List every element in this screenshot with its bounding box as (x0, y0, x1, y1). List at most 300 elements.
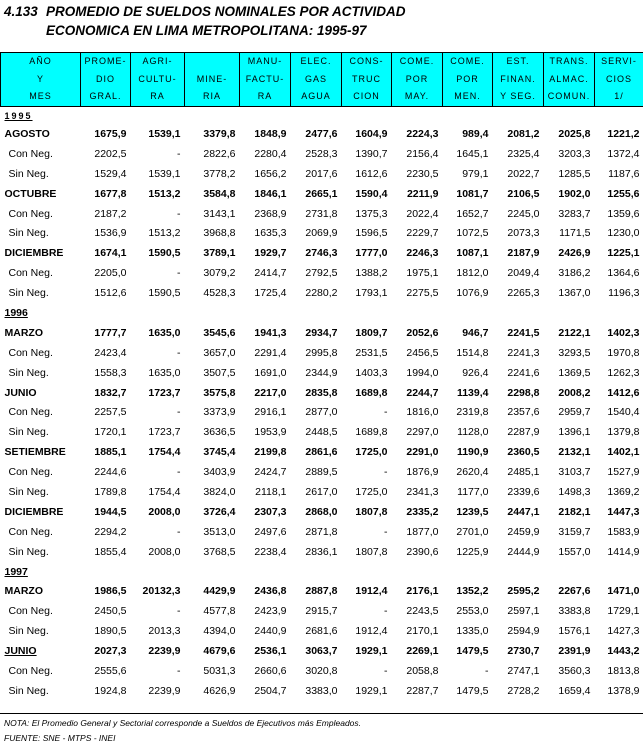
table-cell: 1196,3 (608, 287, 640, 300)
table-cell: 20132,3 (142, 585, 181, 598)
table-cell: 1596,5 (355, 227, 388, 240)
table-cell: 2916,1 (254, 406, 287, 419)
table-cell: 1720,1 (94, 426, 127, 439)
table-cell: 2022,4 (406, 207, 439, 220)
table-cell: 4626,9 (203, 684, 236, 697)
table-cell: 1723,7 (148, 426, 181, 439)
table-cell: 1725,4 (254, 287, 287, 300)
column-header (392, 53, 443, 107)
table-cell: 2073,3 (507, 227, 540, 240)
table-cell: 2205,0 (94, 267, 127, 280)
table-cell: 2423,9 (254, 605, 287, 618)
table-cell: 2241,5 (507, 326, 540, 339)
table-cell: 2728,2 (507, 684, 540, 697)
sub-row (1, 402, 643, 422)
table-cell: 2199,8 (254, 446, 287, 459)
column-header-line: TRANS. (549, 56, 589, 67)
table-cell: 2122,1 (558, 326, 591, 339)
sub-row (1, 422, 643, 442)
column-header (544, 53, 595, 107)
table-cell: 2447,1 (507, 505, 540, 518)
table-cell: 1789,8 (94, 485, 127, 498)
table-cell: 1221,2 (607, 127, 640, 140)
table-cell: 1388,2 (355, 267, 388, 280)
table-cell: 2187,9 (507, 247, 540, 260)
table-cell: 1539,1 (148, 127, 181, 140)
table-cell: 2531,5 (355, 346, 388, 359)
table-cell: 2861,6 (305, 446, 338, 459)
column-header-line: DIO (95, 73, 115, 84)
row-label: Sin Neg. (8, 287, 49, 300)
column-header-line: RIA (202, 91, 221, 102)
sub-row (1, 661, 643, 681)
table-cell: 2360,5 (507, 446, 540, 459)
table-cell: 4394,0 (203, 625, 236, 638)
sub-row (1, 223, 643, 243)
table-cell: 1447,3 (607, 505, 640, 518)
column-header-line: MINE- (196, 73, 228, 84)
table-cell: - (384, 605, 388, 618)
table-cell: 2528,3 (305, 147, 338, 160)
table-cell: 1677,8 (94, 187, 127, 200)
table-cell: 3383,0 (305, 684, 338, 697)
table-cell: 1994,0 (406, 366, 439, 379)
table-cell: 1604,9 (355, 127, 388, 140)
table-cell: 3063,7 (305, 645, 338, 658)
column-header-line: CIOS (605, 73, 632, 84)
table-cell: 2730,7 (507, 645, 540, 658)
column-header-line: COMUN. (547, 91, 591, 102)
table-cell: 2187,2 (94, 207, 127, 220)
column-header-line: TRUC (352, 73, 381, 84)
column-header-line: EST. (506, 56, 530, 67)
table-cell: 1689,8 (355, 426, 388, 439)
row-label: JUNIO (4, 645, 37, 658)
row-label: Sin Neg. (8, 684, 49, 697)
table-cell: 1807,8 (355, 505, 388, 518)
table-cell: 2224,3 (406, 127, 439, 140)
table-cell: 1402,1 (607, 446, 640, 459)
footnote: NOTA: El Promedio General y Sectorial corresponde a Sueldos de Ejecutivos más Empleados. (4, 718, 362, 728)
sub-row (1, 681, 643, 701)
table-cell: 3789,1 (203, 247, 236, 260)
table-cell: 2182,1 (558, 505, 591, 518)
sub-row (1, 522, 643, 542)
table-cell: - (177, 605, 181, 618)
table-cell: 5031,3 (203, 664, 236, 677)
table-body (1, 107, 643, 701)
table-cell: 1177,0 (457, 485, 489, 498)
month-row (1, 184, 643, 204)
table-cell: - (177, 525, 181, 538)
table-cell: 3636,5 (203, 426, 236, 439)
table-cell: 1674,1 (94, 247, 127, 260)
table-cell: 1848,9 (254, 127, 287, 140)
table-cell: 3745,4 (203, 446, 236, 459)
table-cell: 2008,2 (558, 386, 591, 399)
table-cell: 2280,2 (305, 287, 338, 300)
table-cell: 2792,5 (305, 267, 338, 280)
table-cell: 2444,9 (507, 545, 540, 558)
row-label: Con Neg. (8, 525, 53, 538)
year-label: 1996 (4, 306, 28, 319)
header-row (1, 53, 643, 107)
table-cell: 1285,5 (558, 167, 591, 180)
column-header-line: FINAN. (500, 73, 536, 84)
table-cell: 1375,3 (355, 207, 388, 220)
table-cell: 1471,0 (607, 585, 640, 598)
table-cell: 1443,2 (607, 645, 640, 658)
sub-row (1, 462, 643, 482)
table-cell: 2835,8 (305, 386, 338, 399)
column-header (291, 53, 342, 107)
column-header (443, 53, 493, 107)
table-cell: 2423,4 (94, 346, 127, 359)
table-cell: 1953,9 (254, 426, 287, 439)
table-cell: 1689,8 (355, 386, 388, 399)
table-cell: - (177, 406, 181, 419)
table-cell: 2344,9 (305, 366, 338, 379)
table-cell: 1529,4 (94, 167, 127, 180)
table-cell: 1929,1 (355, 645, 388, 658)
column-header-line: COME. (450, 56, 485, 67)
row-label: Con Neg. (8, 207, 53, 220)
table-cell: 926,4 (462, 366, 489, 379)
table-cell: 1902,0 (558, 187, 591, 200)
row-label: Con Neg. (8, 346, 53, 359)
table-cell: 2049,4 (507, 267, 540, 280)
table-cell: 1402,3 (607, 326, 640, 339)
table-cell: 1754,4 (148, 446, 181, 459)
row-label: Sin Neg. (8, 485, 49, 498)
table-cell: 2959,7 (558, 406, 591, 419)
table-cell: 1076,9 (456, 287, 489, 300)
table-cell: 2836,1 (305, 545, 338, 558)
table-cell: 1427,3 (607, 625, 640, 638)
table-cell: 3726,4 (203, 505, 236, 518)
table-cell: - (177, 207, 181, 220)
table-cell: 2390,6 (406, 545, 439, 558)
table-cell: 2597,1 (507, 605, 540, 618)
column-header-line: Y (36, 73, 44, 84)
table-cell: 3103,7 (558, 466, 591, 479)
sub-row (1, 542, 643, 562)
table-cell: 1262,3 (607, 366, 640, 379)
table-cell: 1230,0 (607, 227, 640, 240)
column-header (342, 53, 392, 107)
table-cell: 1087,1 (456, 247, 489, 260)
table-cell: 3293,5 (558, 346, 591, 359)
table-cell: 1479,5 (456, 645, 489, 658)
table-cell: 4528,3 (203, 287, 236, 300)
table-cell: 2156,4 (406, 147, 439, 160)
column-header (185, 53, 240, 107)
table-cell: 1369,5 (558, 366, 591, 379)
table-cell: 3373,9 (203, 406, 236, 419)
footer-rule (0, 713, 643, 714)
table-cell: 3513,0 (203, 525, 236, 538)
table-cell: 1924,8 (94, 684, 127, 697)
table-cell: 1941,3 (254, 326, 287, 339)
table-cell: 1139,4 (456, 386, 489, 399)
column-header (240, 53, 291, 107)
table-cell: 1367,0 (558, 287, 591, 300)
table-cell: 2731,8 (305, 207, 338, 220)
table-cell: 1832,7 (94, 386, 127, 399)
table-cell: 1128,0 (457, 426, 489, 439)
row-label: MARZO (4, 585, 43, 598)
table-cell: 2594,9 (507, 625, 540, 638)
table-cell: 1691,0 (254, 366, 287, 379)
table-cell: - (177, 147, 181, 160)
table-cell: 1590,5 (148, 247, 181, 260)
table-cell: 1558,3 (94, 366, 127, 379)
table-cell: 1975,1 (406, 267, 439, 280)
month-row (1, 323, 643, 343)
table-cell: 1652,7 (456, 207, 489, 220)
table-cell: 2025,8 (558, 127, 591, 140)
table-cell: - (177, 664, 181, 677)
table-cell: 1635,0 (148, 326, 181, 339)
table-cell: 1635,0 (148, 366, 181, 379)
table-cell: 3159,7 (558, 525, 591, 538)
table-cell: 2595,2 (507, 585, 540, 598)
table-cell: 3283,7 (558, 207, 591, 220)
row-label: Sin Neg. (8, 625, 49, 638)
table-cell: 1527,9 (607, 466, 640, 479)
table-cell: 2229,7 (406, 227, 439, 240)
table-cell: 3379,8 (203, 127, 236, 140)
table-cell: 2391,9 (558, 645, 591, 658)
table-cell: 2887,8 (305, 585, 338, 598)
table-cell: 1536,9 (94, 227, 127, 240)
table-cell: 2081,2 (507, 127, 540, 140)
column-header-line: AGUA (301, 91, 331, 102)
title-line-1: PROMEDIO DE SUELDOS NOMINALES POR ACTIVIDAD (46, 4, 406, 19)
table-cell: 2058,8 (406, 664, 439, 677)
table-cell: 3657,0 (203, 346, 236, 359)
table-cell: 1645,1 (456, 147, 489, 160)
table-cell: 1890,5 (94, 625, 127, 638)
table-cell: 2497,6 (254, 525, 287, 538)
table-cell: 2456,5 (406, 346, 439, 359)
row-label: Con Neg. (8, 406, 53, 419)
row-label: Sin Neg. (8, 366, 49, 379)
column-header (81, 53, 131, 107)
table-cell: 2176,1 (406, 585, 439, 598)
table-cell: 2269,1 (406, 645, 439, 658)
table-cell: 2202,5 (94, 147, 127, 160)
table-cell: 1970,8 (607, 346, 640, 359)
table-cell: 3768,5 (203, 545, 236, 558)
table-cell: - (384, 406, 388, 419)
table-cell: 2536,1 (254, 645, 287, 658)
table-cell: 2239,9 (148, 645, 181, 658)
table-cell: 3186,2 (558, 267, 591, 280)
table-cell: - (384, 664, 388, 677)
table-cell: 1590,5 (148, 287, 181, 300)
table-cell: 946,7 (462, 326, 489, 339)
table-cell: 1986,5 (94, 585, 127, 598)
table-cell: 2555,6 (94, 664, 127, 677)
table-cell: 1583,9 (607, 525, 640, 538)
row-label: Sin Neg. (8, 545, 49, 558)
table-cell: 3584,8 (203, 187, 236, 200)
month-row (1, 124, 643, 144)
table-cell: 2424,7 (254, 466, 287, 479)
table-cell: 1379,8 (607, 426, 640, 439)
table-cell: 1513,2 (148, 227, 181, 240)
table-cell: 3824,0 (203, 485, 236, 498)
table-cell: 1514,8 (456, 346, 489, 359)
table-cell: 3778,2 (203, 167, 236, 180)
table-cell: 2069,9 (305, 227, 338, 240)
table-cell: 2211,9 (406, 187, 439, 200)
row-label: Sin Neg. (8, 227, 49, 240)
column-header-line: MES (29, 91, 52, 102)
column-header-line: MANU- (247, 56, 283, 67)
column-header-line: AÑO (29, 56, 52, 67)
table-cell: 1725,0 (355, 446, 388, 459)
table-cell: 2368,9 (254, 207, 287, 220)
year-row (1, 303, 643, 323)
column-header (131, 53, 185, 107)
table-cell: 1364,6 (607, 267, 640, 280)
sub-row (1, 144, 643, 164)
table-cell: 2339,6 (507, 485, 540, 498)
sub-row (1, 164, 643, 184)
table-cell: 1512,6 (94, 287, 127, 300)
table-cell: 2132,1 (558, 446, 591, 459)
table-cell: 1777,0 (355, 247, 388, 260)
column-header-line: CULTU- (138, 73, 177, 84)
table-cell: 1590,4 (355, 187, 388, 200)
row-label: DICIEMBRE (4, 247, 64, 260)
table-cell: 1929,7 (254, 247, 287, 260)
table-cell: 1072,5 (456, 227, 489, 240)
table-cell: 2553,0 (456, 605, 489, 618)
sub-row (1, 601, 643, 621)
row-label: Con Neg. (8, 147, 53, 160)
table-cell: 1187,6 (608, 167, 640, 180)
table-cell: 2934,7 (305, 326, 338, 339)
table-cell: - (177, 466, 181, 479)
table-cell: 4429,9 (203, 585, 236, 598)
month-row (1, 641, 643, 661)
table-cell: 1855,4 (94, 545, 127, 558)
table-cell: 1396,1 (558, 426, 591, 439)
table-cell: 1352,2 (456, 585, 489, 598)
sub-row (1, 283, 643, 303)
table-cell: 2319,8 (456, 406, 489, 419)
column-header (493, 53, 544, 107)
table-cell: 1081,7 (456, 187, 489, 200)
column-header-line: POR (456, 73, 479, 84)
year-label: 1997 (4, 565, 28, 578)
table-cell: 1729,1 (607, 605, 640, 618)
table-cell: 1225,9 (456, 545, 489, 558)
month-row (1, 581, 643, 601)
table-cell: 2436,8 (254, 585, 287, 598)
table-cell: 1635,3 (254, 227, 287, 240)
table-cell: 2297,0 (406, 426, 439, 439)
table-cell: 2871,8 (305, 525, 338, 538)
month-row (1, 442, 643, 462)
table-cell: 1877,0 (406, 525, 439, 538)
table-cell: 1675,9 (94, 127, 127, 140)
column-header-line: ALMAC. (549, 73, 589, 84)
row-label: Sin Neg. (8, 167, 49, 180)
table-cell: 1793,1 (355, 287, 388, 300)
table-cell: 2701,0 (456, 525, 489, 538)
sub-row (1, 204, 643, 224)
table-cell: 1335,0 (456, 625, 489, 638)
sub-row (1, 482, 643, 502)
table-cell: 2013,3 (148, 625, 181, 638)
table-cell: 1190,9 (456, 446, 489, 459)
table-cell: 2325,4 (507, 147, 540, 160)
table-cell: 2017,6 (305, 167, 338, 180)
column-header-line: AGRI- (142, 56, 173, 67)
table-cell: 2244,7 (406, 386, 439, 399)
table-cell: 1513,2 (148, 187, 181, 200)
table-cell: 1912,4 (355, 625, 388, 638)
table-cell: 2335,2 (406, 505, 439, 518)
column-header-line: 1/ (614, 91, 624, 102)
table-cell: 2275,5 (406, 287, 439, 300)
table-cell: - (485, 664, 489, 677)
table-cell: 2241,3 (507, 346, 540, 359)
table-cell: 1813,8 (607, 664, 640, 677)
table-cell: 2245,0 (507, 207, 540, 220)
table-cell: 1239,5 (456, 505, 489, 518)
table-cell: 2267,6 (558, 585, 591, 598)
table-cell: 1723,7 (148, 386, 181, 399)
table-cell: 1725,0 (355, 485, 388, 498)
table-cell: - (177, 346, 181, 359)
row-label: JUNIO (4, 386, 37, 399)
table-cell: 979,1 (462, 167, 489, 180)
table-cell: 2022,7 (507, 167, 540, 180)
table-cell: 2341,3 (406, 485, 439, 498)
table-cell: 2877,0 (305, 406, 338, 419)
row-label: Con Neg. (8, 605, 53, 618)
table-cell: 2170,1 (406, 625, 439, 638)
table-cell: 1656,2 (254, 167, 287, 180)
table-cell: 3020,8 (305, 664, 338, 677)
table-cell: 1369,2 (607, 485, 640, 498)
table-cell: 2822,6 (203, 147, 236, 160)
table-cell: 1612,6 (355, 167, 388, 180)
table-cell: 1225,1 (607, 247, 640, 260)
table-cell: 1412,6 (607, 386, 640, 399)
column-header-line: GRAL. (89, 91, 122, 102)
table-cell: 2459,9 (507, 525, 540, 538)
table-cell: 2357,6 (507, 406, 540, 419)
sub-row (1, 621, 643, 641)
table-cell: 3079,2 (203, 267, 236, 280)
table-cell: 2027,3 (94, 645, 127, 658)
table-cell: 1816,0 (406, 406, 439, 419)
table-header (1, 53, 643, 107)
table-cell: 2485,1 (507, 466, 540, 479)
table-cell: 1929,1 (355, 684, 388, 697)
table-cell: 1171,5 (559, 227, 591, 240)
month-row (1, 502, 643, 522)
column-header-line: SERVI- (601, 56, 637, 67)
table-cell: 3403,9 (203, 466, 236, 479)
table-cell: 1403,3 (355, 366, 388, 379)
